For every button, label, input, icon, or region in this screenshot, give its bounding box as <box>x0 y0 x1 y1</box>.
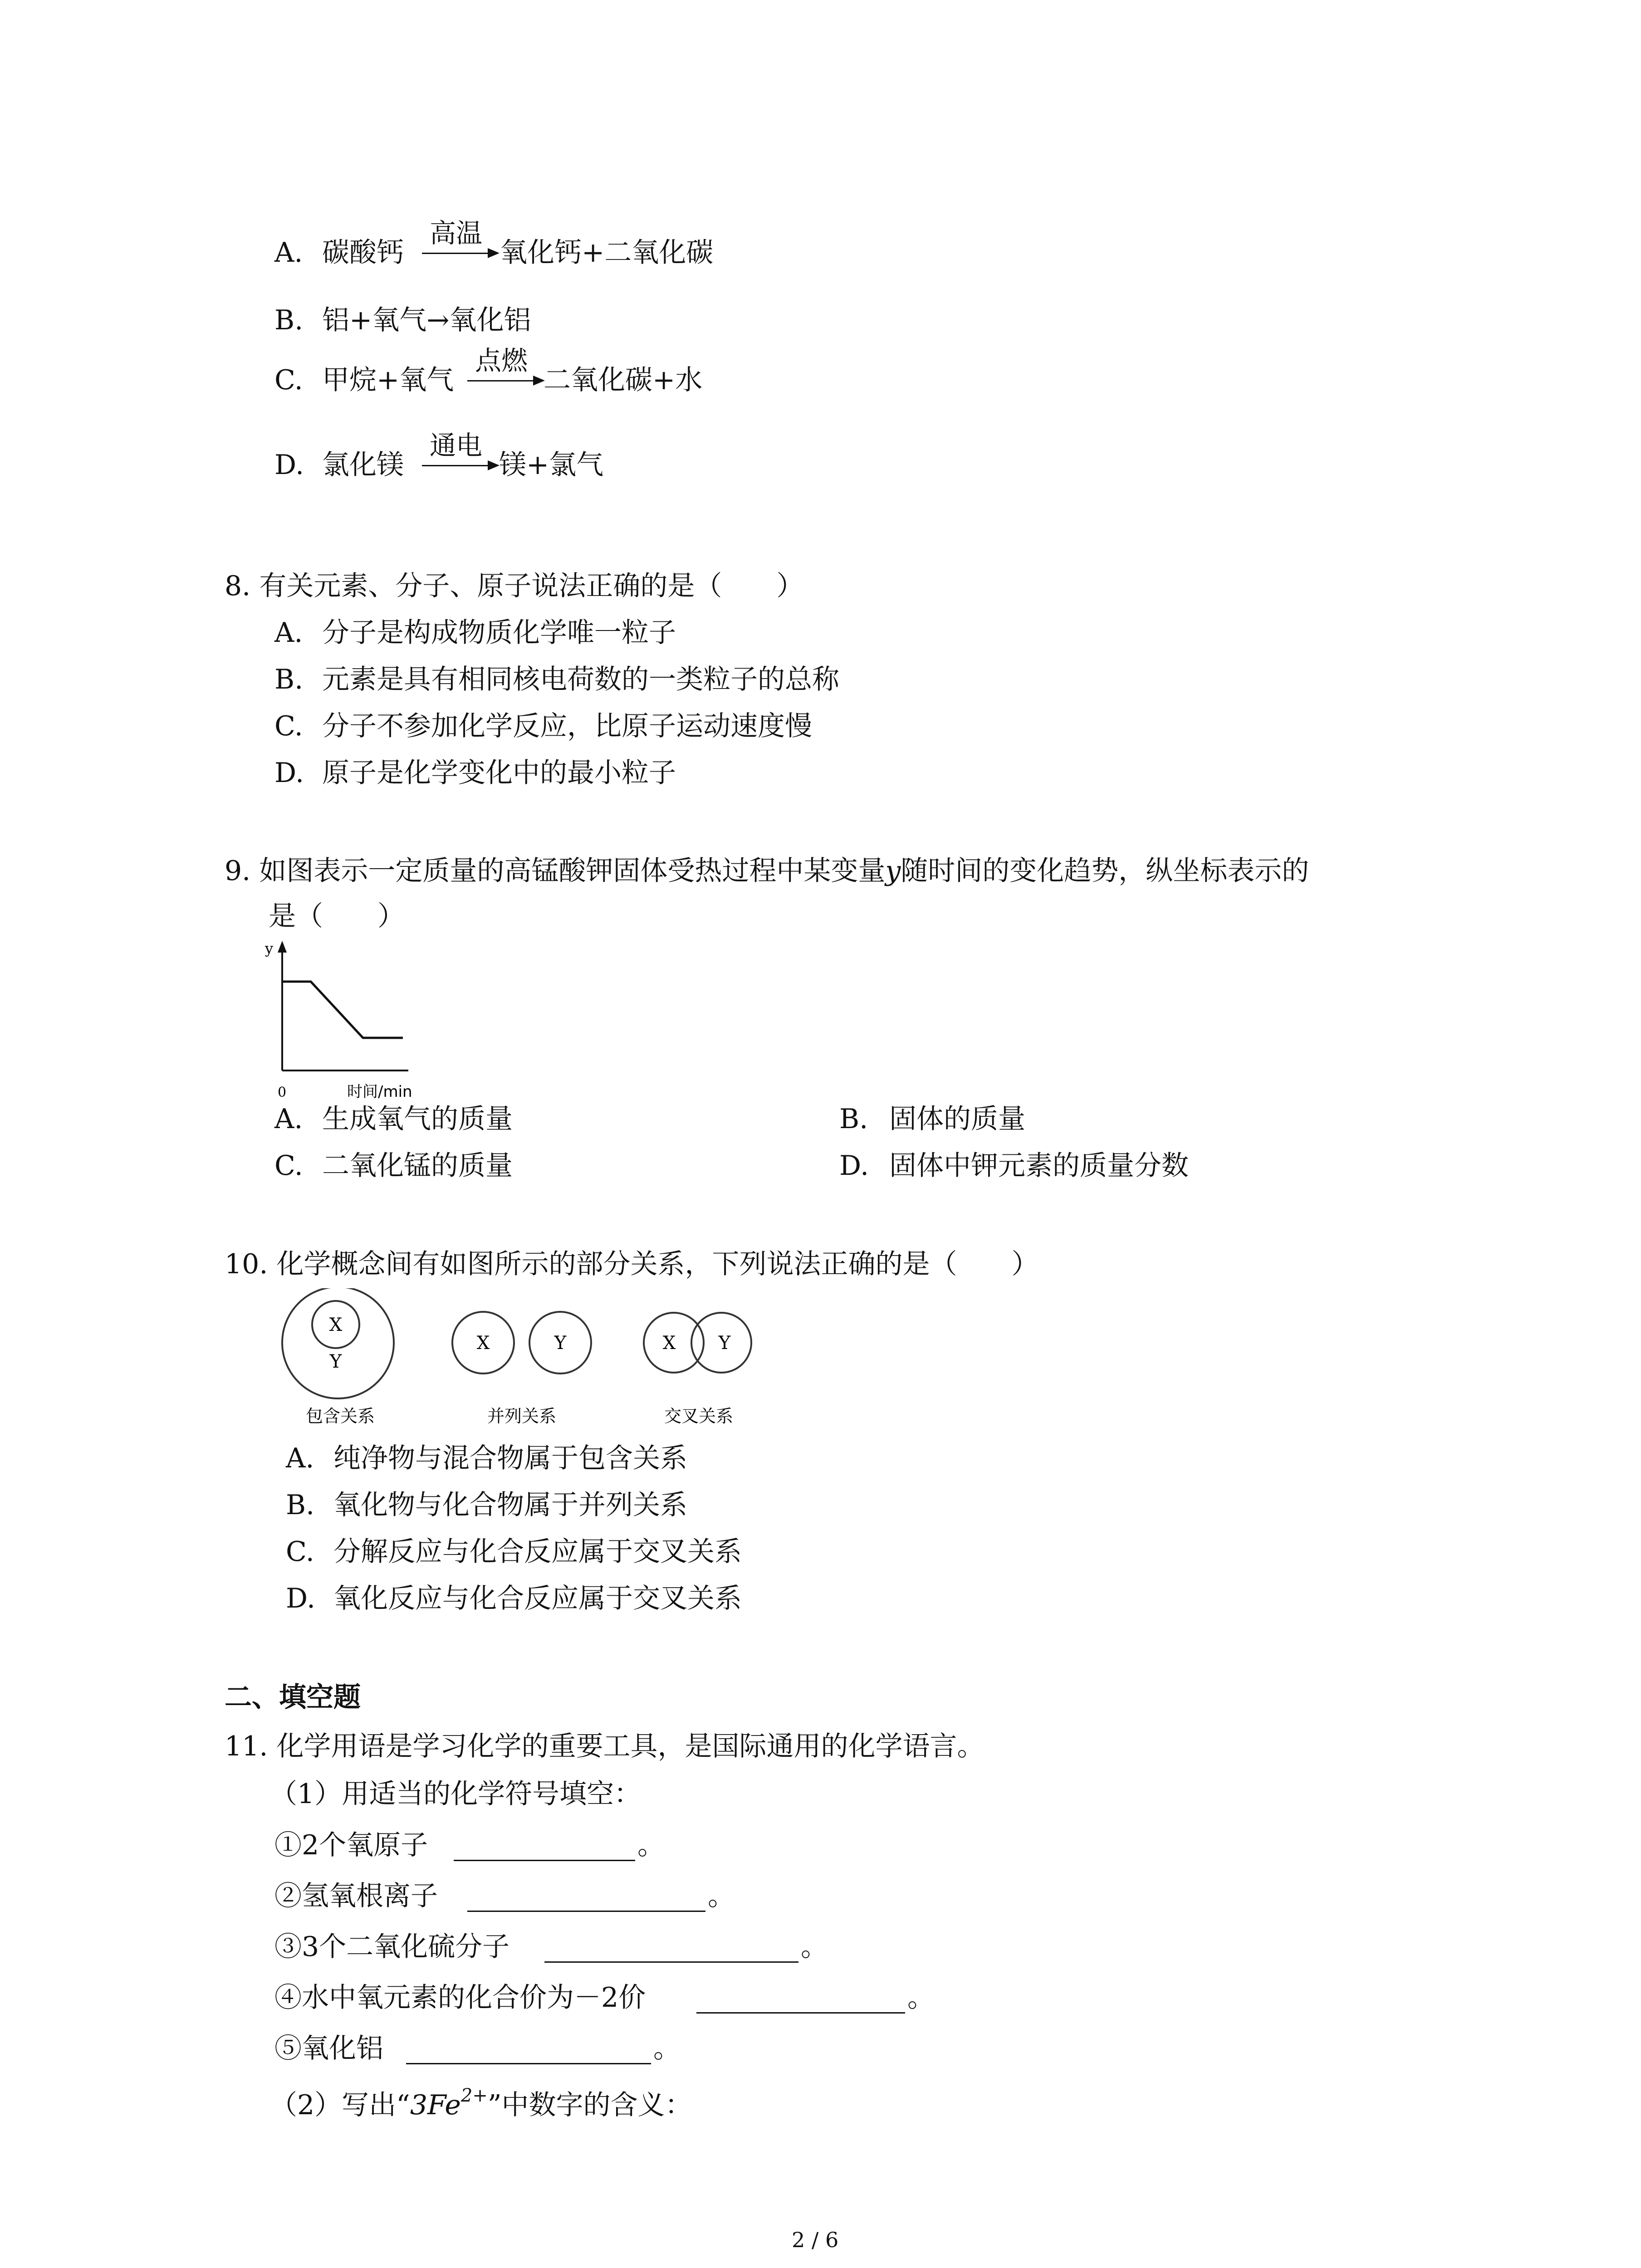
q9-c-text: 二氧化锰的质量 <box>322 1150 513 1182</box>
q10-b-letter: B. <box>286 1489 315 1521</box>
diagram-containment-caption: 包含关系 <box>305 1406 375 1426</box>
q7-d-reaction-arrow <box>422 432 499 473</box>
q11-part2-element: Fe <box>427 2089 461 2121</box>
q11-item-4: ④水中氧元素的化合价为－2价 <box>274 1982 646 2014</box>
q9-c-letter: C. <box>274 1150 303 1182</box>
q11-part2-suffix: ”中数字的含义： <box>487 2089 692 2121</box>
q7-b-text: 铝+氧气→氧化铝 <box>322 304 531 336</box>
q9-graph-origin: 0 <box>278 1085 287 1100</box>
q11-part2-charge: 2+ <box>460 2085 488 2106</box>
diagram-parallel <box>452 1312 591 1426</box>
q10-c-letter: C. <box>286 1536 314 1568</box>
q11-part2 <box>270 2087 692 2119</box>
q9-stem-part2: 随时间的变化趋势，纵坐标表示的 <box>901 855 1309 887</box>
q7-c-reaction-arrow <box>467 347 544 388</box>
q7-a-letter: A. <box>274 237 303 269</box>
diagram-intersection-caption: 交叉关系 <box>664 1406 734 1426</box>
q7-d-product: 镁+氯气 <box>499 449 604 481</box>
q9-graph-x-label: 时间/min <box>347 1083 412 1101</box>
q8-c-letter: C. <box>274 710 303 742</box>
q11-item-5-blank[interactable] <box>406 2063 651 2064</box>
q11-item-2: ②氢氧根离子 <box>274 1880 438 1912</box>
q9-b-text: 固体的质量 <box>889 1103 1025 1135</box>
q7-a-reaction-arrow <box>422 220 499 261</box>
q9-d-letter: D. <box>839 1150 869 1182</box>
q8-b-letter: B. <box>274 664 304 695</box>
diagram-intersection-y: Y <box>718 1333 731 1354</box>
diagram-parallel-y: Y <box>554 1333 567 1354</box>
diagram-containment-y: Y <box>329 1351 342 1372</box>
q7-a-condition: 高温 <box>429 218 482 249</box>
diagram-intersection <box>644 1313 751 1426</box>
q11-item-2-end: 。 <box>708 1880 735 1912</box>
q9-graph-y-label: y <box>265 940 274 957</box>
q11-part2-prefix: （2）写出“ <box>270 2089 410 2121</box>
q7-c-product: 二氧化碳+水 <box>544 364 703 396</box>
diagram-parallel-caption: 并列关系 <box>487 1406 557 1426</box>
q10-d-text: 氧化反应与化合反应属于交叉关系 <box>333 1583 742 1614</box>
q7-b-letter: B. <box>274 304 304 336</box>
q7-c-condition: 点燃 <box>475 345 528 376</box>
diagram-parallel-x: X <box>476 1333 490 1354</box>
q11-part2-coefficient: 3 <box>410 2089 428 2121</box>
section-2-heading: 二、填空题 <box>225 1681 361 1713</box>
q9-graph-curve <box>282 982 403 1038</box>
q11-item-3-end: 。 <box>801 1931 828 1963</box>
q11-part1: （1）用适当的化学符号填空： <box>270 1778 642 1810</box>
q9-b-letter: B. <box>839 1103 868 1135</box>
q7-d-letter: D. <box>274 449 304 481</box>
q9-stem-part1: 9. 如图表示一定质量的高锰酸钾固体受热过程中某变量 <box>225 855 886 887</box>
q11-item-2-blank[interactable] <box>467 1911 705 1912</box>
q9-stem-var: y <box>885 855 901 887</box>
q9-stem-line1 <box>225 857 1309 885</box>
q8-d-text: 原子是化学变化中的最小粒子 <box>322 757 676 789</box>
q11-stem: 11. 化学用语是学习化学的重要工具，是国际通用的化学语言。 <box>225 1730 985 1762</box>
q11-item-3: ③3个二氧化硫分子 <box>274 1931 510 1963</box>
q11-item-5: ⑤氧化铝 <box>274 2033 383 2064</box>
diagram-containment-x: X <box>329 1315 343 1335</box>
q9-stem-line2: 是（ ） <box>269 900 405 932</box>
q11-item-1-blank[interactable] <box>454 1860 635 1861</box>
q10-stem: 10. 化学概念间有如图所示的部分关系，下列说法正确的是（ ） <box>225 1248 1039 1280</box>
q10-d-letter: D. <box>286 1583 316 1614</box>
diagram-containment <box>282 1288 394 1426</box>
q7-d-reactant: 氯化镁 <box>322 449 404 481</box>
q10-a-letter: A. <box>286 1442 314 1474</box>
q11-item-4-end: 。 <box>907 1982 935 2014</box>
q11-item-4-blank[interactable] <box>696 2012 905 2014</box>
q10-a-text: 纯净物与混合物属于包含关系 <box>333 1442 687 1474</box>
q8-d-letter: D. <box>274 757 304 789</box>
page-number: 2 / 6 <box>792 2228 839 2252</box>
q8-c-text: 分子不参加化学反应，比原子运动速度慢 <box>322 710 812 742</box>
q7-c-letter: C. <box>274 364 303 396</box>
q11-item-1-end: 。 <box>637 1829 665 1861</box>
q7-d-condition: 通电 <box>429 430 482 461</box>
q8-stem: 8. 有关元素、分子、原子说法正确的是（ ） <box>225 570 804 602</box>
q7-a-reactant: 碳酸钙 <box>322 237 404 269</box>
q11-item-5-end: 。 <box>653 2033 681 2064</box>
q11-item-3-blank[interactable] <box>544 1961 798 1963</box>
q10-b-text: 氧化物与化合物属于并列关系 <box>333 1489 687 1521</box>
q10-c-text: 分解反应与化合反应属于交叉关系 <box>333 1536 742 1568</box>
q9-a-text: 生成氧气的质量 <box>322 1103 513 1135</box>
diagram-intersection-x: X <box>662 1333 676 1354</box>
q9-graph <box>259 934 449 1102</box>
q9-d-text: 固体中钾元素的质量分数 <box>889 1150 1189 1182</box>
q9-a-letter: A. <box>274 1103 303 1135</box>
q11-item-1: ①2个氧原子 <box>274 1829 428 1861</box>
q7-a-product: 氧化钙+二氧化碳 <box>500 237 714 269</box>
q8-b-text: 元素是具有相同核电荷数的一类粒子的总称 <box>322 664 839 695</box>
q7-c-reactant: 甲烷+氧气 <box>322 364 454 396</box>
q8-a-letter: A. <box>274 617 303 649</box>
q8-a-text: 分子是构成物质化学唯一粒子 <box>322 617 676 649</box>
q10-relation-diagrams <box>274 1288 774 1433</box>
